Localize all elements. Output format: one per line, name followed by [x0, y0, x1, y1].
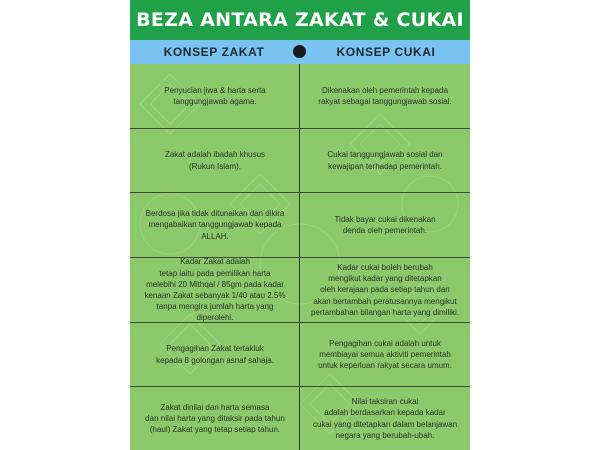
cukai-point-4: Kadar cukai boleh berubah mengikut kadar yang ditetapkan oleh kerajaan pada setiap tahun dan akan bertambah peratusannya mengikut pertambahan bilangan harta yang dimiliki. [310, 263, 460, 317]
infographic-card [130, 0, 470, 450]
column-header-row [130, 40, 470, 64]
column-header-zakat: KONSEP ZAKAT [163, 45, 265, 59]
cukai-point-5: Pengagihan cukai adalah untuk membiayai semua aktiviti pemerintah untuk keperluan rakyat secara umum. [318, 338, 452, 371]
zakat-point-2: Zakat adalah ibadah khusus (Rukun Islam). [164, 150, 266, 171]
zakat-point-4: Kadar Zakat adalah tetap iaitu pada pemilikan harta melebihi 20 Mithqal / 85gm pada kadar kenaan Zakat sebanyak 1/40 atau 2.5% tanpa mengira jumlah harta yang diperolehi. [144, 257, 286, 323]
cukai-point-2: Cukai tanggungjawab sosial dan kewajipan terhadap pemerintah. [327, 150, 443, 171]
column-header-cukai: KONSEP CUKAI [336, 45, 436, 59]
zakat-point-1: Penyucian jiwa & harta serta tanggungjawab agama. [164, 85, 266, 106]
cukai-point-3: Tidak bayar cukai dikenakan denda oleh pemerintah. [334, 214, 436, 235]
page-title: BEZA ANTARA ZAKAT & CUKAI [130, 0, 470, 40]
cukai-point-1: Dikenakan oleh pemerintah kepada rakyat sebagai tanggungjawab sosial. [318, 85, 452, 106]
cukai-point-6: Nilai taksiran cukai adalah berdasarkan kepada kadar cukai yang ditetapkan dalam belanjawan negara yang berubah-ubah. [312, 397, 458, 440]
zakat-point-5: Pengagihan Zakat tertakluk kepada 8 golongan asnaf sahaja. [156, 344, 274, 365]
zakat-point-3: Berdosa jika tidak ditunaikan dan dikira mengabaikan tanggungjawab kepada ALLAH. [145, 209, 285, 241]
zakat-point-6: Zakat dinilai dari harta semasa dan nilai harta yang ditaksir pada tahun (haul) Zakat yang tetap setiap tahun. [145, 402, 285, 435]
